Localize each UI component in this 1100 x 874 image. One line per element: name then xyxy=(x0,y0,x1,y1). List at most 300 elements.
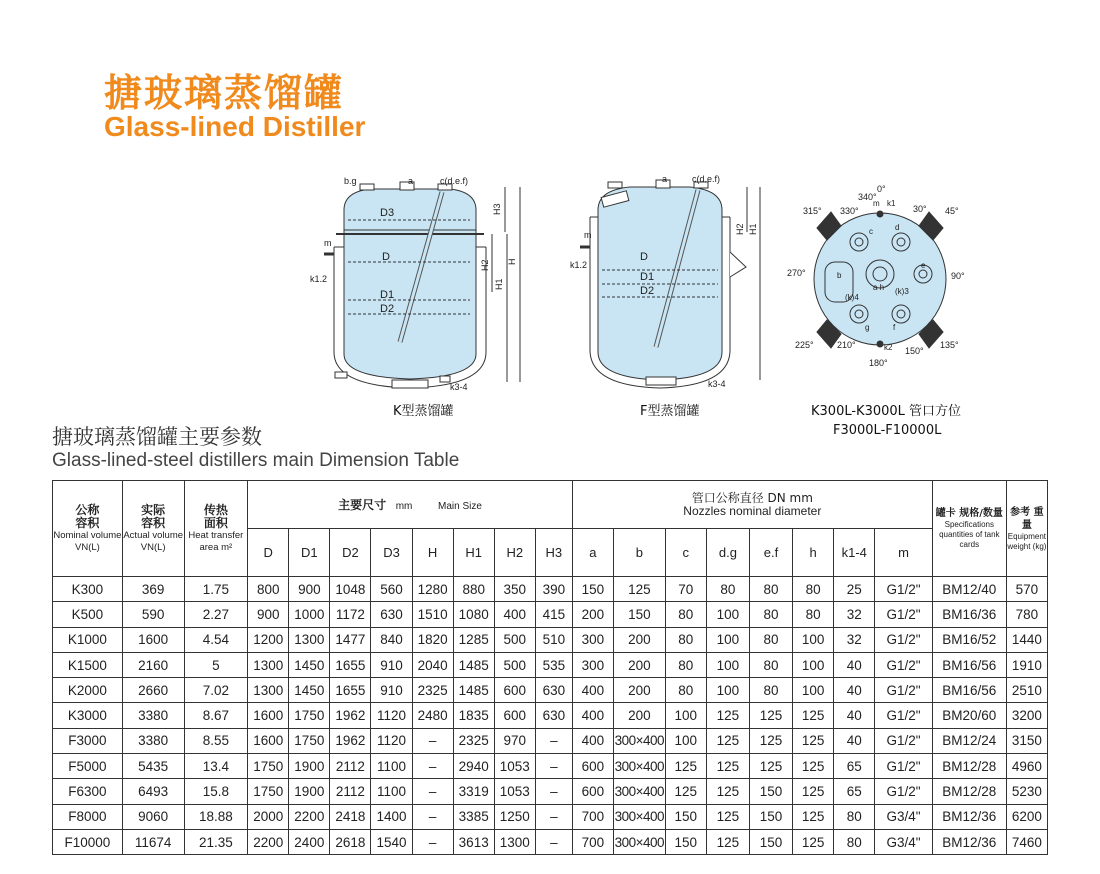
table-row xyxy=(53,577,1048,602)
table-cell: 1400 xyxy=(371,804,412,829)
table-cell: 125 xyxy=(706,804,749,829)
label-cdef-f: c(d.e.f) xyxy=(692,174,721,184)
subcol-header: H1 xyxy=(453,529,494,577)
table-cell: – xyxy=(535,754,572,779)
table-cell: 40 xyxy=(834,728,875,753)
table-cell: 80 xyxy=(749,678,792,703)
table-cell: F10000 xyxy=(53,829,123,854)
table-cell: 300×400 xyxy=(613,728,665,753)
table-cell: BM12/28 xyxy=(932,779,1006,804)
subcol-header: h xyxy=(793,529,834,577)
nozzle-k1: k1 xyxy=(887,199,896,208)
angle-270: 270° xyxy=(787,268,806,278)
table-cell: 125 xyxy=(793,728,834,753)
table-cell: F5000 xyxy=(53,754,123,779)
table-cell: 1000 xyxy=(289,602,330,627)
heat-en: Heat transfer area m² xyxy=(188,529,244,553)
label-cdef: c(d.e.f) xyxy=(440,176,469,186)
table-title-en: Glass-lined-steel distillers main Dimension Table xyxy=(52,450,460,471)
nozzle-k4: (k)4 xyxy=(845,293,859,302)
table-cell: 300 xyxy=(572,627,613,652)
table-cell: 700 xyxy=(572,829,613,854)
table-cell: 1835 xyxy=(453,703,494,728)
table-cell: BM16/56 xyxy=(932,678,1006,703)
table-cell: G1/2" xyxy=(875,754,933,779)
table-cell: 5435 xyxy=(122,754,184,779)
table-cell: 300 xyxy=(572,652,613,677)
table-cell: K1500 xyxy=(53,652,123,677)
angle-210: 210° xyxy=(837,340,856,350)
table-cell: 2200 xyxy=(248,829,289,854)
angle-135: 135° xyxy=(940,340,959,350)
table-cell: 1655 xyxy=(330,652,371,677)
table-cell: – xyxy=(412,728,453,753)
table-cell: – xyxy=(412,829,453,854)
table-row xyxy=(53,728,1048,753)
col-main-size xyxy=(248,481,573,529)
table-cell: 40 xyxy=(834,652,875,677)
table-title-cn: 搪玻璃蒸馏罐主要参数 xyxy=(52,425,262,449)
table-cell: 150 xyxy=(749,804,792,829)
subcol-header: H2 xyxy=(494,529,535,577)
k-type-distiller-diagram xyxy=(300,172,540,394)
table-cell: 13.4 xyxy=(184,754,248,779)
table-cell: 2112 xyxy=(330,754,371,779)
label-k34: k3-4 xyxy=(450,382,468,392)
table-cell: 5230 xyxy=(1006,779,1047,804)
table-cell: 80 xyxy=(706,577,749,602)
table-cell: 970 xyxy=(494,728,535,753)
table-cell: 125 xyxy=(665,779,706,804)
table-cell: 1053 xyxy=(494,779,535,804)
table-cell: 125 xyxy=(706,728,749,753)
label-bg: b.g xyxy=(344,176,357,186)
nozzle-e: e xyxy=(921,261,926,270)
page-title-en: Glass-lined Distiller xyxy=(104,111,366,142)
label-d-f: D xyxy=(640,251,648,263)
table-cell: 600 xyxy=(494,703,535,728)
table-cell: 4.54 xyxy=(184,627,248,652)
label-a-f: a xyxy=(662,174,668,184)
table-cell: 369 xyxy=(122,577,184,602)
table-cell: – xyxy=(535,779,572,804)
table-cell: K1000 xyxy=(53,627,123,652)
table-cell: 32 xyxy=(834,602,875,627)
table-cell: 3380 xyxy=(122,728,184,753)
table-cell: 900 xyxy=(289,577,330,602)
nozzle-k2: k2 xyxy=(884,343,893,352)
table-cell: 80 xyxy=(793,602,834,627)
table-row xyxy=(53,602,1048,627)
nozzle-d: d xyxy=(895,223,900,232)
label-m-f: m xyxy=(584,230,592,240)
table-cell: 1910 xyxy=(1006,652,1047,677)
table-cell: 15.8 xyxy=(184,779,248,804)
table-cell: 1750 xyxy=(248,754,289,779)
table-row xyxy=(53,678,1048,703)
table-cell: 1450 xyxy=(289,652,330,677)
table-cell: 100 xyxy=(706,678,749,703)
table-cell: 1120 xyxy=(371,703,412,728)
table-cell: 910 xyxy=(371,652,412,677)
table-cell: 1962 xyxy=(330,728,371,753)
table-cell: 150 xyxy=(665,804,706,829)
table-cell: 80 xyxy=(749,652,792,677)
table-cell: 150 xyxy=(749,779,792,804)
table-cell: – xyxy=(535,728,572,753)
table-cell: 800 xyxy=(248,577,289,602)
table-cell: K300 xyxy=(53,577,123,602)
nozzle-en: Nozzles nominal diameter xyxy=(683,504,822,518)
table-cell: 600 xyxy=(572,754,613,779)
table-cell: 1048 xyxy=(330,577,371,602)
table-cell: 2.27 xyxy=(184,602,248,627)
subcol-header: e.f xyxy=(749,529,792,577)
subcol-header: a xyxy=(572,529,613,577)
col-nominal-volume xyxy=(53,481,123,577)
label-k12-f: k1.2 xyxy=(570,260,588,270)
table-cell: F8000 xyxy=(53,804,123,829)
table-cell: 3200 xyxy=(1006,703,1047,728)
table-cell: 80 xyxy=(793,577,834,602)
weight-en: Equipment weight (kg) xyxy=(1007,531,1047,551)
col-nozzle-diameter xyxy=(572,481,932,529)
table-cell: 2418 xyxy=(330,804,371,829)
table-cell: 2325 xyxy=(453,728,494,753)
table-cell: 11674 xyxy=(122,829,184,854)
table-cell: 1300 xyxy=(494,829,535,854)
table-cell: 65 xyxy=(834,754,875,779)
table-cell: 1820 xyxy=(412,627,453,652)
nozzle-cn: 管口公称直径 DN mm xyxy=(691,491,813,505)
subcol-header: k1-4 xyxy=(834,529,875,577)
label-h2-f: H2 xyxy=(735,223,745,235)
table-cell: 125 xyxy=(793,703,834,728)
nozzle-caption-1: K300L-K3000L 管口方位 xyxy=(811,404,962,419)
nozzle-ah: a h xyxy=(873,283,885,292)
table-cell: 400 xyxy=(572,703,613,728)
table-cell: G1/2" xyxy=(875,703,933,728)
table-cell: 590 xyxy=(122,602,184,627)
label-d: D xyxy=(382,251,390,263)
label-h1: H1 xyxy=(494,278,504,290)
angle-90: 90° xyxy=(951,271,965,281)
table-cell: – xyxy=(412,754,453,779)
table-cell: 300×400 xyxy=(613,804,665,829)
table-cell: 5 xyxy=(184,652,248,677)
table-cell: 780 xyxy=(1006,602,1047,627)
actual-cn: 实际 容积 xyxy=(141,502,166,530)
angle-340: 340° xyxy=(858,192,877,202)
angle-150: 150° xyxy=(905,346,924,356)
table-cell: BM12/28 xyxy=(932,754,1006,779)
table-cell: 1750 xyxy=(248,779,289,804)
nozzle-b: b xyxy=(837,271,842,280)
nozzle-orientation-diagram xyxy=(785,182,985,372)
subcol-header: b xyxy=(613,529,665,577)
table-cell: 1477 xyxy=(330,627,371,652)
subcol-header: D1 xyxy=(289,529,330,577)
table-cell: 2112 xyxy=(330,779,371,804)
table-cell: G1/2" xyxy=(875,602,933,627)
table-cell: 125 xyxy=(613,577,665,602)
table-cell: 100 xyxy=(793,678,834,703)
label-k12: k1.2 xyxy=(310,274,328,284)
angle-330: 330° xyxy=(840,206,859,216)
table-cell: 1900 xyxy=(289,754,330,779)
table-cell: 1485 xyxy=(453,652,494,677)
table-cell: 40 xyxy=(834,703,875,728)
table-cell: 3150 xyxy=(1006,728,1047,753)
table-cell: F3000 xyxy=(53,728,123,753)
angle-0: 0° xyxy=(877,184,886,194)
table-cell: 125 xyxy=(749,703,792,728)
table-cell: 100 xyxy=(793,627,834,652)
label-h3: H3 xyxy=(492,203,502,215)
table-cell: G1/2" xyxy=(875,627,933,652)
table-cell: 100 xyxy=(793,652,834,677)
table-cell: BM12/36 xyxy=(932,804,1006,829)
label-h1-f: H1 xyxy=(748,223,758,235)
table-cell: 125 xyxy=(793,829,834,854)
table-cell: 400 xyxy=(494,602,535,627)
label-a: a xyxy=(408,176,414,186)
table-cell: BM12/36 xyxy=(932,829,1006,854)
table-cell: 9060 xyxy=(122,804,184,829)
table-cell: 1172 xyxy=(330,602,371,627)
f-type-distiller-diagram xyxy=(560,172,775,394)
table-cell: 200 xyxy=(572,602,613,627)
table-cell: 80 xyxy=(665,678,706,703)
table-header-row xyxy=(53,481,1048,529)
table-cell: 150 xyxy=(572,577,613,602)
table-cell: 1100 xyxy=(371,754,412,779)
nozzle-f: f xyxy=(893,323,896,332)
table-cell: 600 xyxy=(572,779,613,804)
table-cell: 1200 xyxy=(248,627,289,652)
table-cell: 1080 xyxy=(453,602,494,627)
table-cell: 2480 xyxy=(412,703,453,728)
table-cell: BM12/24 xyxy=(932,728,1006,753)
table-cell: 80 xyxy=(665,602,706,627)
table-cell: G1/2" xyxy=(875,728,933,753)
subcol-header: d.g xyxy=(706,529,749,577)
table-cell: 300×400 xyxy=(613,779,665,804)
table-cell: 32 xyxy=(834,627,875,652)
table-cell: 560 xyxy=(371,577,412,602)
table-cell: 2000 xyxy=(248,804,289,829)
nominal-en: Nominal volume VN(L) xyxy=(53,529,122,553)
label-k34-f: k3-4 xyxy=(708,379,726,389)
table-cell: BM20/60 xyxy=(932,703,1006,728)
label-d1-f: D1 xyxy=(640,271,655,283)
table-cell: 150 xyxy=(665,829,706,854)
col-specification xyxy=(932,481,1006,577)
table-cell: 6493 xyxy=(122,779,184,804)
label-h: H xyxy=(507,258,517,265)
actual-en: Actual volume VN(L) xyxy=(123,529,184,553)
table-cell: 125 xyxy=(793,804,834,829)
table-cell: 3613 xyxy=(453,829,494,854)
nozzle-m: m xyxy=(873,199,880,208)
k-type-caption: K型蒸馏罐 xyxy=(393,404,454,419)
table-cell: 570 xyxy=(1006,577,1047,602)
page-title-cn: 搪玻璃蒸馏罐 xyxy=(104,71,345,115)
nozzle-k3: (k)3 xyxy=(895,287,909,296)
table-cell: 500 xyxy=(494,652,535,677)
table-cell: 7.02 xyxy=(184,678,248,703)
table-cell: G3/4" xyxy=(875,804,933,829)
subcol-header: m xyxy=(875,529,933,577)
table-cell: 910 xyxy=(371,678,412,703)
main-size-en: Main Size xyxy=(438,501,482,512)
table-cell: 150 xyxy=(613,602,665,627)
table-cell: 1.75 xyxy=(184,577,248,602)
table-cell: 80 xyxy=(665,652,706,677)
table-cell: 200 xyxy=(613,703,665,728)
nozzle-caption-2: F3000L-F10000L xyxy=(833,423,942,438)
table-cell: 300×400 xyxy=(613,754,665,779)
spec-cn: 罐卡 规格/数量 xyxy=(935,508,1003,519)
table-cell: 400 xyxy=(572,728,613,753)
subcol-header: D xyxy=(248,529,289,577)
nozzle-c: c xyxy=(869,227,873,236)
label-h2: H2 xyxy=(480,259,490,271)
table-cell: 2510 xyxy=(1006,678,1047,703)
table-cell: 1600 xyxy=(248,728,289,753)
table-cell: 18.88 xyxy=(184,804,248,829)
table-cell: 8.55 xyxy=(184,728,248,753)
label-m: m xyxy=(324,238,332,248)
table-cell: BM16/36 xyxy=(932,602,1006,627)
table-cell: 2660 xyxy=(122,678,184,703)
dimension-table xyxy=(52,480,1048,855)
table-cell: – xyxy=(412,804,453,829)
table-cell: 350 xyxy=(494,577,535,602)
table-cell: 840 xyxy=(371,627,412,652)
subcol-header: H3 xyxy=(535,529,572,577)
table-cell: 200 xyxy=(613,652,665,677)
table-cell: 6200 xyxy=(1006,804,1047,829)
table-cell: 100 xyxy=(706,627,749,652)
table-cell: 300×400 xyxy=(613,829,665,854)
table-cell: 125 xyxy=(706,779,749,804)
label-d1: D1 xyxy=(380,289,395,301)
table-cell: 1120 xyxy=(371,728,412,753)
nozzle-g: g xyxy=(865,323,870,332)
table-cell: 1750 xyxy=(289,703,330,728)
angle-30: 30° xyxy=(913,204,927,214)
col-heat-area xyxy=(184,481,248,577)
table-cell: 125 xyxy=(793,754,834,779)
table-cell: 125 xyxy=(665,754,706,779)
table-row xyxy=(53,627,1048,652)
table-cell: 3319 xyxy=(453,779,494,804)
table-cell: 80 xyxy=(749,627,792,652)
table-cell: – xyxy=(535,804,572,829)
table-cell: 40 xyxy=(834,678,875,703)
f-type-caption: F型蒸馏罐 xyxy=(640,404,700,419)
table-cell: 25 xyxy=(834,577,875,602)
spec-en: Specifications quantities of tank cards xyxy=(939,520,1000,549)
table-cell: – xyxy=(535,829,572,854)
subcol-header: D3 xyxy=(371,529,412,577)
table-cell: 1250 xyxy=(494,804,535,829)
table-cell: 125 xyxy=(706,703,749,728)
subcol-header: H xyxy=(412,529,453,577)
table-cell: 100 xyxy=(706,602,749,627)
table-cell: 1300 xyxy=(248,652,289,677)
table-cell: 700 xyxy=(572,804,613,829)
table-cell: 80 xyxy=(834,804,875,829)
table-cell: 1900 xyxy=(289,779,330,804)
table-cell: 1540 xyxy=(371,829,412,854)
table-cell: 100 xyxy=(665,703,706,728)
table-cell: 2200 xyxy=(289,804,330,829)
table-cell: G3/4" xyxy=(875,829,933,854)
label-d3: D3 xyxy=(380,207,395,219)
table-cell: 2325 xyxy=(412,678,453,703)
table-cell: 200 xyxy=(613,627,665,652)
table-cell: 1053 xyxy=(494,754,535,779)
table-row xyxy=(53,652,1048,677)
table-cell: 3380 xyxy=(122,703,184,728)
table-cell: 150 xyxy=(749,829,792,854)
table-cell: 70 xyxy=(665,577,706,602)
table-cell: 1600 xyxy=(248,703,289,728)
table-cell: 125 xyxy=(706,754,749,779)
table-cell: 1962 xyxy=(330,703,371,728)
table-cell: 7460 xyxy=(1006,829,1047,854)
table-cell: 1450 xyxy=(289,678,330,703)
table-row xyxy=(53,703,1048,728)
table-row xyxy=(53,754,1048,779)
table-cell: K2000 xyxy=(53,678,123,703)
table-cell: 125 xyxy=(749,728,792,753)
table-cell: 4960 xyxy=(1006,754,1047,779)
table-cell: 125 xyxy=(706,829,749,854)
angle-315: 315° xyxy=(803,206,822,216)
table-cell: 600 xyxy=(494,678,535,703)
table-cell: 8.67 xyxy=(184,703,248,728)
table-cell: 630 xyxy=(535,703,572,728)
table-cell: F6300 xyxy=(53,779,123,804)
table-cell: 535 xyxy=(535,652,572,677)
subcol-header: c xyxy=(665,529,706,577)
table-cell: K3000 xyxy=(53,703,123,728)
angle-180: 180° xyxy=(869,358,888,368)
table-cell: BM12/40 xyxy=(932,577,1006,602)
label-d2-f: D2 xyxy=(640,285,655,297)
table-cell: 2040 xyxy=(412,652,453,677)
table-cell: 1600 xyxy=(122,627,184,652)
label-d2: D2 xyxy=(380,303,395,315)
table-cell: BM16/52 xyxy=(932,627,1006,652)
table-cell: 1655 xyxy=(330,678,371,703)
table-cell: 400 xyxy=(572,678,613,703)
table-cell: 415 xyxy=(535,602,572,627)
table-cell: 510 xyxy=(535,627,572,652)
table-cell: 2160 xyxy=(122,652,184,677)
table-cell: 1750 xyxy=(289,728,330,753)
col-weight xyxy=(1006,481,1047,577)
main-size-cn: 主要尺寸 xyxy=(338,498,387,512)
table-cell: 2618 xyxy=(330,829,371,854)
table-cell: 200 xyxy=(613,678,665,703)
table-cell: 630 xyxy=(371,602,412,627)
table-cell: G1/2" xyxy=(875,779,933,804)
subcol-header: D2 xyxy=(330,529,371,577)
